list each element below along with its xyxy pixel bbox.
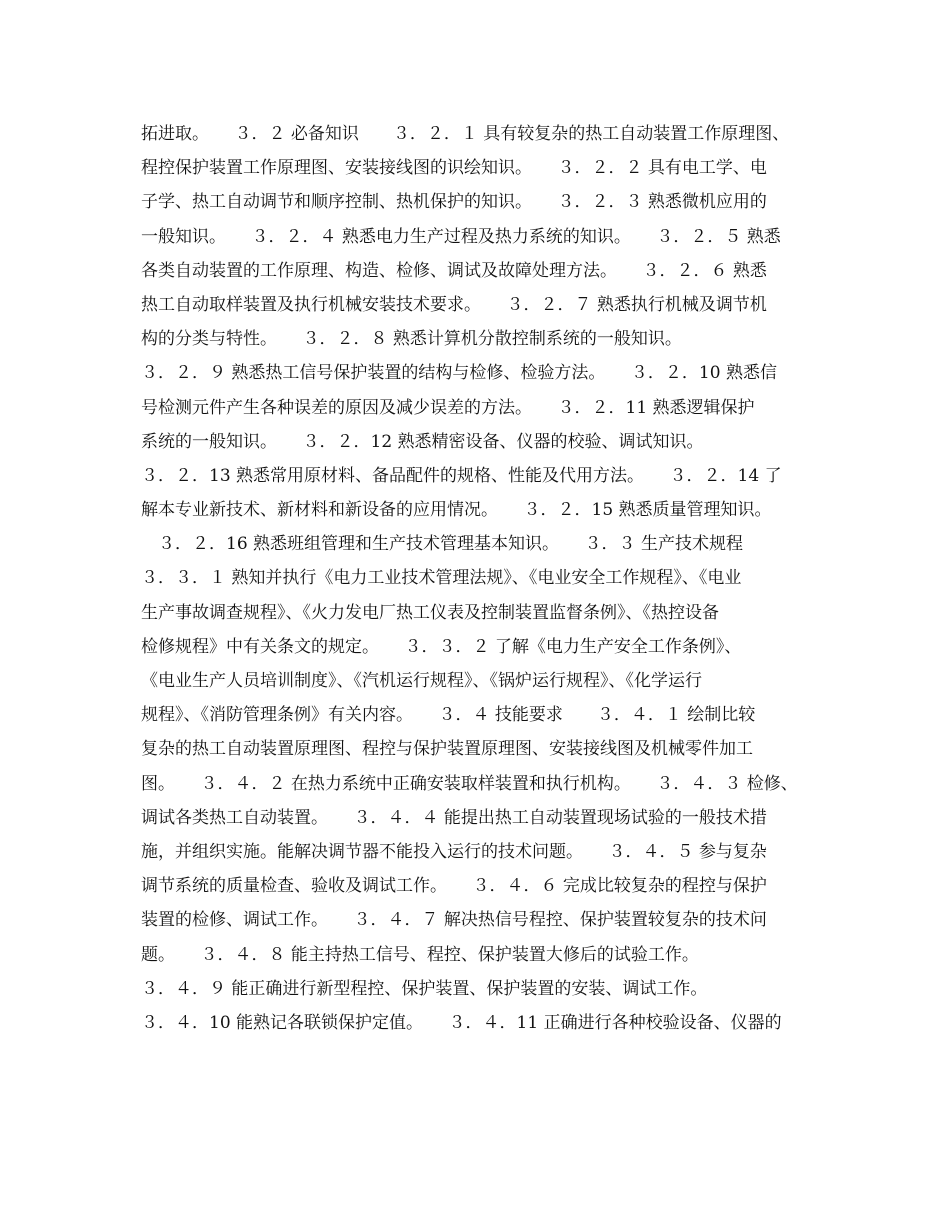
text-line: ３．２．13 熟悉常用原材料、备品配件的规格、性能及代用方法。 ３．２．14 了 (141, 465, 782, 486)
text-line: 复杂的热工自动装置原理图、程控与保护装置原理图、安装接线图及机械零件加工 (141, 739, 753, 760)
text-line: 题。 ３．４．８ 能主持热工信号、程控、保护装置大修后的试验工作。 (141, 944, 699, 965)
text-line: 号检测元件产生各种误差的原因及减少误差的方法。 ３．２．11 熟悉逻辑保护 (141, 397, 755, 418)
text-line: 程控保护装置工作原理图、安装接线图的识绘知识。 ３．２．２ 具有电工学、电 (141, 158, 767, 179)
text-line: 构的分类与特性。 ３．２．８ 熟悉计算机分散控制系统的一般知识。 (141, 329, 682, 350)
text-line: 各类自动装置的工作原理、构造、检修、调试及故障处理方法。 ３．２．６ 熟悉 (141, 260, 767, 281)
text-line: 拓进取。 ３．２ 必备知识 ３．２．１ 具有较复杂的热工自动装置工作原理图、 (141, 124, 790, 144)
text-line: ３．２．９ 熟悉热工信号保护装置的结构与检修、检验方法。 ３．２．10 熟悉信 (141, 363, 777, 384)
text-line: 一般知识。 ３．２．４ 熟悉电力生产过程及热力系统的知识。 ３．２．５ 熟悉 (141, 226, 781, 247)
text-line: 装置的检修、调试工作。 ３．４．７ 解决热信号程控、保护装置较复杂的技术问 (141, 910, 767, 931)
text-line: 施，并组织实施。能解决调节器不能投入运行的技术问题。 ３．４．５ 参与复杂 (141, 841, 767, 862)
text-line: ３．２．16 熟悉班组管理和生产技术管理基本知识。 ３．３ 生产技术规程 (141, 534, 743, 555)
text-line: 子学、热工自动调节和顺序控制、热机保护的知识。 ３．２．３ 熟悉微机应用的 (141, 192, 767, 213)
text-line: 解本专业新技术、新材料和新设备的应用情况。 ３．２．15 熟悉质量管理知识。 (141, 500, 772, 521)
text-line: ３．４．９ 能正确进行新型程控、保护装置、保护装置的安装、调试工作。 (141, 978, 708, 999)
text-line: 生产事故调查规程》、《火力发电厂热工仪表及控制装置监督条例》、《热控设备 (141, 602, 719, 623)
text-line: ３．３．１ 熟知并执行《电力工业技术管理法规》、《电业安全工作规程》、《电业 (141, 568, 742, 589)
text-line: 图。 ３．４．２ 在热力系统中正确安装取样装置和执行机构。 ３．４．３ 检修、 (141, 773, 798, 794)
text-line: ３．４．10 能熟记各联锁保护定值。 ３．４．11 正确进行各种校验设备、仪器的 (141, 1012, 782, 1033)
text-line: 检修规程》中有关条文的规定。 ３．３．２ 了解《电力生产安全工作条例》、 (141, 636, 742, 657)
body-text (141, 117, 821, 1040)
text-line: 调节系统的质量检查、验收及调试工作。 ３．４．６ 完成比较复杂的程控与保护 (141, 876, 767, 897)
text-line: 规程》、《消防管理条例》有关内容。 ３．４ 技能要求 ３．４．１ 绘制比较 (141, 705, 756, 726)
text-line: 《电业生产人员培训制度》、《汽机运行规程》、《锅炉运行规程》、《化学运行 (141, 671, 702, 691)
text-line: 调试各类热工自动装置。 ３．４．４ 能提出热工自动装置现场试验的一般技术措 (141, 807, 767, 828)
text-line: 系统的一般知识。 ３．２．12 熟悉精密设备、仪器的校验、调试知识。 (141, 431, 704, 452)
text-line: 热工自动取样装置及执行机械安装技术要求。 ３．２．７ 熟悉执行机械及调节机 (141, 294, 767, 315)
